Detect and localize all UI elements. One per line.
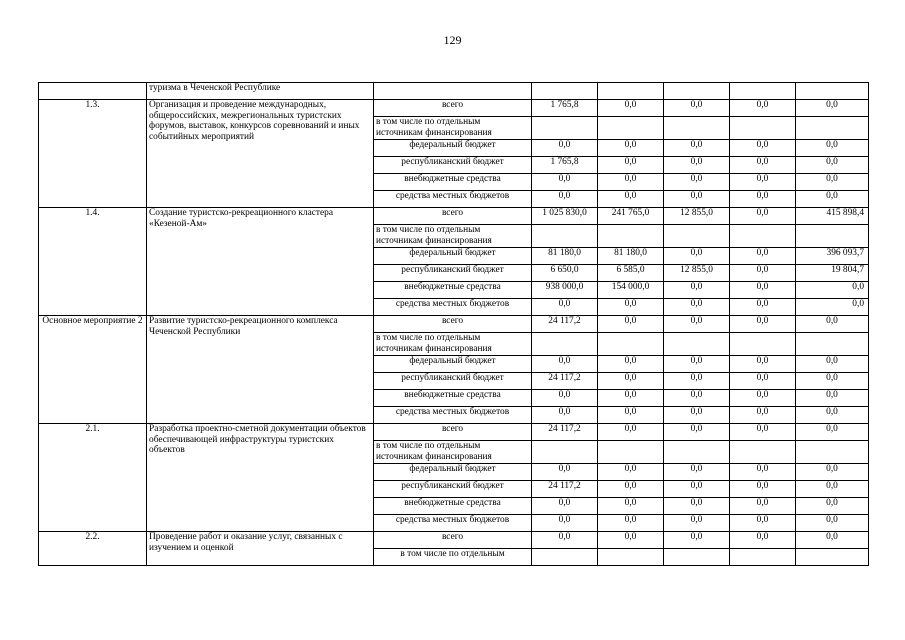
- value-cell: 938 000,0: [532, 282, 598, 299]
- value-cell: [664, 225, 730, 248]
- funding-source: внебюджетные средства: [374, 282, 532, 299]
- value-cell: [796, 549, 869, 566]
- funding-source: республиканский бюджет: [374, 265, 532, 282]
- value-cell: 0,0: [730, 174, 796, 191]
- value-cell: 0,0: [664, 515, 730, 532]
- value-cell: 0,0: [730, 208, 796, 225]
- value-cell: 0,0: [796, 191, 869, 208]
- value-cell: 0,0: [730, 316, 796, 333]
- value-cell: 0,0: [796, 157, 869, 174]
- measure-code: 1.3.: [39, 100, 147, 208]
- value-cell: 0,0: [730, 140, 796, 157]
- value-cell: 241 765,0: [598, 208, 664, 225]
- value-cell: 0,0: [598, 191, 664, 208]
- table-row: [39, 83, 869, 100]
- value-cell: 1 765,8: [532, 157, 598, 174]
- funding-source: всего: [374, 316, 532, 333]
- value-cell: 0,0: [532, 390, 598, 407]
- value-cell: 0,0: [598, 157, 664, 174]
- value-cell: 0,0: [532, 356, 598, 373]
- value-cell: 19 804,7: [796, 265, 869, 282]
- value-cell: 0,0: [796, 424, 869, 441]
- table-row: [39, 424, 869, 441]
- value-cell: 1 025 830,0: [532, 208, 598, 225]
- funding-source: федеральный бюджет: [374, 248, 532, 265]
- value-cell: [532, 225, 598, 248]
- value-cell: [532, 549, 598, 566]
- value-cell: 24 117,2: [532, 316, 598, 333]
- value-cell: [730, 225, 796, 248]
- funding-source: средства местных бюджетов: [374, 407, 532, 424]
- value-cell: [598, 441, 664, 464]
- value-cell: [796, 225, 869, 248]
- value-cell: [532, 117, 598, 140]
- value-cell: 0,0: [664, 390, 730, 407]
- value-cell: [730, 549, 796, 566]
- value-cell: 0,0: [664, 157, 730, 174]
- value-cell: 415 898,4: [796, 208, 869, 225]
- value-cell: [664, 441, 730, 464]
- funding-source: всего: [374, 532, 532, 549]
- value-cell: [796, 333, 869, 356]
- value-cell: 0,0: [664, 498, 730, 515]
- value-cell: 0,0: [730, 248, 796, 265]
- funding-source: средства местных бюджетов: [374, 515, 532, 532]
- measure-name: Проведение работ и оказание услуг, связанных с изучением и оценкой: [147, 532, 374, 566]
- value-cell: 0,0: [730, 481, 796, 498]
- value-cell: 0,0: [532, 191, 598, 208]
- value-cell: 0,0: [796, 282, 869, 299]
- value-cell: 0,0: [598, 390, 664, 407]
- value-cell: 154 000,0: [598, 282, 664, 299]
- value-cell: 0,0: [796, 356, 869, 373]
- funding-source: средства местных бюджетов: [374, 191, 532, 208]
- value-cell: 0,0: [664, 140, 730, 157]
- measure-name: туризма в Чеченской Республике: [147, 83, 374, 100]
- table-row: [39, 316, 869, 333]
- funding-source: в том числе по отдельным источникам финансирования: [374, 117, 532, 140]
- value-cell: 0,0: [598, 100, 664, 117]
- value-cell: 396 093,7: [796, 248, 869, 265]
- value-cell: [796, 117, 869, 140]
- value-cell: [598, 225, 664, 248]
- funding-source: в том числе по отдельным источникам финансирования: [374, 441, 532, 464]
- value-cell: 0,0: [598, 356, 664, 373]
- value-cell: 0,0: [532, 532, 598, 549]
- value-cell: 0,0: [664, 282, 730, 299]
- funding-source: средства местных бюджетов: [374, 299, 532, 316]
- value-cell: 81 180,0: [598, 248, 664, 265]
- value-cell: 0,0: [796, 140, 869, 157]
- funding-source: всего: [374, 100, 532, 117]
- value-cell: 0,0: [598, 481, 664, 498]
- value-cell: 0,0: [796, 481, 869, 498]
- value-cell: 0,0: [664, 532, 730, 549]
- value-cell: 0,0: [664, 248, 730, 265]
- funding-source: федеральный бюджет: [374, 464, 532, 481]
- value-cell: 0,0: [796, 498, 869, 515]
- value-cell: 0,0: [598, 140, 664, 157]
- measure-code: Основное мероприятие 2: [39, 316, 147, 424]
- table-row: [39, 208, 869, 225]
- value-cell: 0,0: [598, 515, 664, 532]
- table-row: [39, 532, 869, 549]
- value-cell: 0,0: [730, 299, 796, 316]
- value-cell: 0,0: [598, 174, 664, 191]
- value-cell: 24 117,2: [532, 373, 598, 390]
- value-cell: 0,0: [730, 407, 796, 424]
- page-number: 129: [443, 33, 462, 47]
- value-cell: [664, 333, 730, 356]
- value-cell: 0,0: [796, 373, 869, 390]
- value-cell: 0,0: [532, 407, 598, 424]
- value-cell: 0,0: [598, 498, 664, 515]
- value-cell: 0,0: [730, 424, 796, 441]
- value-cell: [664, 549, 730, 566]
- value-cell: [532, 441, 598, 464]
- funding-source: федеральный бюджет: [374, 356, 532, 373]
- funding-source: всего: [374, 208, 532, 225]
- value-cell: 0,0: [664, 424, 730, 441]
- value-cell: [598, 117, 664, 140]
- value-cell: 0,0: [598, 299, 664, 316]
- measure-code: 2.2.: [39, 532, 147, 566]
- funding-source: федеральный бюджет: [374, 140, 532, 157]
- funding-source: внебюджетные средства: [374, 390, 532, 407]
- value-cell: 0,0: [796, 515, 869, 532]
- value-cell: 0,0: [532, 174, 598, 191]
- funding-source: республиканский бюджет: [374, 157, 532, 174]
- value-cell: 6 585,0: [598, 265, 664, 282]
- value-cell: 0,0: [730, 515, 796, 532]
- value-cell: [796, 441, 869, 464]
- measure-name: Развитие туристско-рекреационного комплекса Чеченской Республики: [147, 316, 374, 424]
- value-cell: 0,0: [730, 532, 796, 549]
- value-cell: 0,0: [730, 390, 796, 407]
- value-cell: 0,0: [796, 299, 869, 316]
- value-cell: 0,0: [796, 316, 869, 333]
- budget-table: [38, 82, 869, 566]
- value-cell: 0,0: [598, 373, 664, 390]
- value-cell: 81 180,0: [532, 248, 598, 265]
- value-cell: 0,0: [730, 191, 796, 208]
- measure-code: 2.1.: [39, 424, 147, 532]
- value-cell: 0,0: [730, 282, 796, 299]
- value-cell: 0,0: [664, 356, 730, 373]
- measure-name: Создание туристско-рекреационного кластера «Кезеной-Ам»: [147, 208, 374, 316]
- value-cell: 0,0: [664, 481, 730, 498]
- value-cell: 0,0: [664, 373, 730, 390]
- value-cell: 0,0: [796, 390, 869, 407]
- value-cell: 0,0: [730, 157, 796, 174]
- funding-source: республиканский бюджет: [374, 373, 532, 390]
- value-cell: [598, 549, 664, 566]
- funding-source: в том числе по отдельным источникам финансирования: [374, 333, 532, 356]
- value-cell: 0,0: [796, 464, 869, 481]
- value-cell: 0,0: [664, 407, 730, 424]
- value-cell: 0,0: [532, 498, 598, 515]
- value-cell: 0,0: [664, 100, 730, 117]
- measure-name: Организация и проведение международных, общероссийских, межрегиональных туристских форумов, выставок, конкурсов соревнований и иных событийных мероприятий: [147, 100, 374, 208]
- value-cell: 0,0: [730, 265, 796, 282]
- value-cell: 0,0: [796, 532, 869, 549]
- value-cell: 0,0: [532, 140, 598, 157]
- value-cell: 0,0: [598, 316, 664, 333]
- funding-source: в том числе по отдельным источникам финансирования: [374, 225, 532, 248]
- value-cell: 0,0: [796, 100, 869, 117]
- value-cell: 0,0: [730, 464, 796, 481]
- value-cell: 12 855,0: [664, 265, 730, 282]
- value-cell: 0,0: [598, 464, 664, 481]
- measure-code: 1.4.: [39, 208, 147, 316]
- value-cell: 0,0: [796, 407, 869, 424]
- value-cell: 0,0: [664, 464, 730, 481]
- value-cell: [730, 333, 796, 356]
- value-cell: [532, 333, 598, 356]
- value-cell: [730, 117, 796, 140]
- funding-source: внебюджетные средства: [374, 174, 532, 191]
- value-cell: 0,0: [730, 356, 796, 373]
- value-cell: 1 765,8: [532, 100, 598, 117]
- value-cell: 0,0: [664, 316, 730, 333]
- value-cell: 0,0: [730, 373, 796, 390]
- value-cell: 6 650,0: [532, 265, 598, 282]
- value-cell: 0,0: [730, 100, 796, 117]
- value-cell: 0,0: [598, 407, 664, 424]
- value-cell: 12 855,0: [664, 208, 730, 225]
- table-row: [39, 100, 869, 117]
- funding-source: всего: [374, 424, 532, 441]
- funding-source: в том числе по отдельным: [374, 549, 532, 566]
- funding-source: республиканский бюджет: [374, 481, 532, 498]
- value-cell: 0,0: [664, 174, 730, 191]
- value-cell: 0,0: [532, 515, 598, 532]
- funding-source: внебюджетные средства: [374, 498, 532, 515]
- value-cell: [598, 333, 664, 356]
- value-cell: 0,0: [532, 299, 598, 316]
- value-cell: 0,0: [532, 464, 598, 481]
- value-cell: 0,0: [664, 191, 730, 208]
- measure-name: Разработка проектно-сметной документации объектов обеспечивающей инфраструктуры туристских объектов: [147, 424, 374, 532]
- value-cell: 0,0: [598, 424, 664, 441]
- value-cell: 24 117,2: [532, 481, 598, 498]
- value-cell: [730, 441, 796, 464]
- value-cell: 24 117,2: [532, 424, 598, 441]
- value-cell: 0,0: [598, 532, 664, 549]
- value-cell: 0,0: [730, 498, 796, 515]
- value-cell: 0,0: [796, 174, 869, 191]
- value-cell: [664, 117, 730, 140]
- value-cell: 0,0: [664, 299, 730, 316]
